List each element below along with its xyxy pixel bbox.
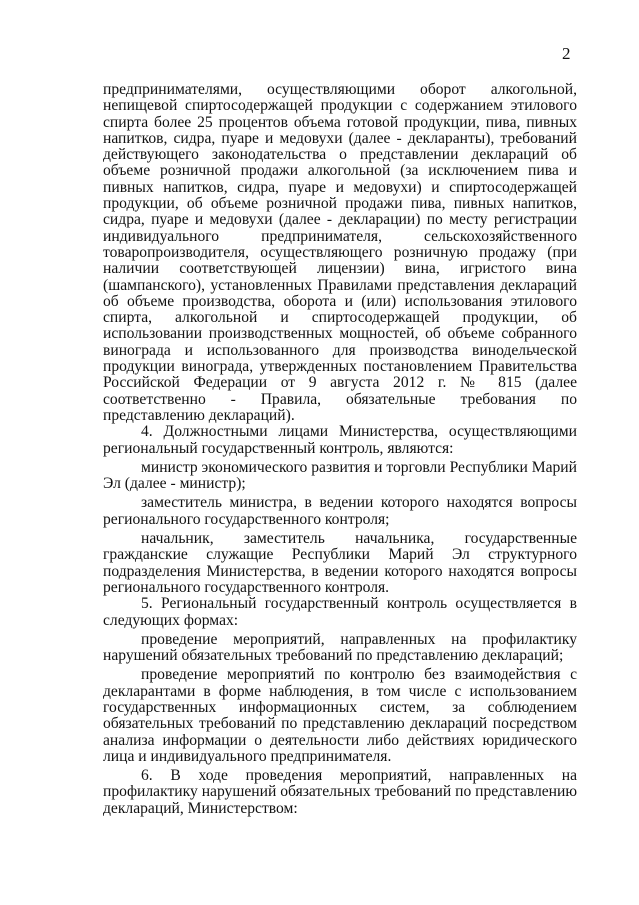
paragraph-department-staff: начальник, заместитель начальника, государственные гражданские служащие Республики Марий Эл структурного подразделения Министерства, в ведении которого находятся вопросы регионального государственного контроля.: [103, 530, 577, 596]
paragraph-minister: министр экономического развития и торговли Республики Марий Эл (далее - министр);: [103, 458, 577, 493]
paragraph-item-6: 6. В ходе проведения мероприятий, направленных на профилактику нарушений обязательных требований по представлению деклараций, Министерством:: [103, 767, 577, 817]
document-body: [103, 82, 577, 817]
paragraph-deputy-minister: заместитель министра, в ведении которого находятся вопросы регионального государственного контроля;: [103, 494, 577, 528]
page-number: 2: [562, 44, 571, 63]
paragraph-item-5: 5. Региональный государственный контроль осуществляется в следующих формах:: [103, 595, 577, 629]
paragraph-prevention-measures: проведение мероприятий, направленных на профилактику нарушений обязательных требований по представлению деклараций;: [103, 630, 577, 665]
paragraph-item-4: 4. Должностными лицами Министерства, осуществляющими региональный государственный контроль, являются:: [103, 423, 577, 457]
paragraph-continuation: предпринимателями, осуществляющими оборот алкогольной, непищевой спиртосодержащей продукции с содержанием этилового спирта более 25 процентов объема готовой продукции, пива, пивных напитков, сидра, пуаре и медовухи (далее - декларанты), требований действующего законодательства о представлении деклараций об объеме розничной продажи алкогольной (за исключением пива и пивных напитков, сидра, пуаре и медовухи) и спиртосодержащей продукции, об объеме розничной продажи пива, пивных напитков, сидра, пуаре и медовухи (далее - декларации) по месту регистрации индивидуального предпринимателя, сельскохозяйственного товаропроизводителя, осуществляющего розничную продажу (при наличии соответствующей лицензии) вина, игристого вина (шампанского), установленных Правилами представления деклараций об объеме производства, оборота и (или) использования этилового спирта, алкогольной и спиртосодержащей продукции, об использовании производственных мощностей, об объеме собранного винограда и использованного для производства винодельческой продукции винограда, утвержденных постановлением Правительства Российской Федерации от 9 августа 2012 г. № 815 (далее соответственно - Правила, обязательные требования по представлению деклараций).: [103, 81, 577, 424]
paragraph-control-measures: проведение мероприятий по контролю без взаимодействия с декларантами в форме наблюдения, в том числе с использованием государственных информационных систем, за соблюдением обязательных требований по представлению деклараций посредством анализа информации о деятельности либо действиях юридического лица и индивидуального предпринимателя.: [103, 666, 577, 765]
